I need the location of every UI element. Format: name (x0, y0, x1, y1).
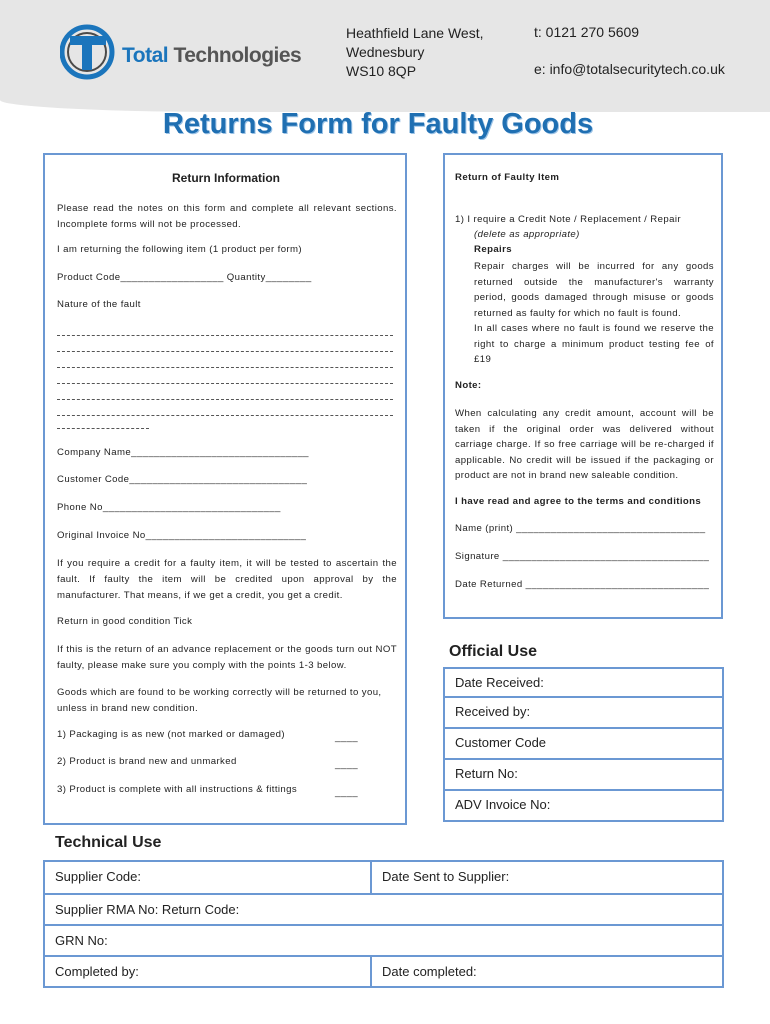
customer-code-field[interactable]: Customer Code_______________________________ (57, 474, 308, 485)
page-title: Returns Form for Faulty Goods (162, 108, 594, 140)
credit-option-text[interactable]: 1) I require a Credit Note / Replacement / Repair (455, 214, 681, 225)
point-3-tick[interactable]: ____ (335, 787, 358, 798)
grn-no-field[interactable]: GRN No: (55, 933, 108, 948)
logo-mark-icon (60, 24, 116, 80)
address-line-3: WS10 8QP (346, 63, 417, 79)
tech-row (45, 862, 722, 893)
point-2-tick[interactable]: ____ (335, 759, 358, 770)
point-3-text: 3) Product is complete with all instructions & fittings (57, 784, 298, 795)
tech-row (45, 955, 722, 986)
company-name-field[interactable]: Company Name_______________________________ (57, 447, 309, 458)
date-received-field[interactable]: Date Received: (443, 667, 724, 698)
point-1-tick[interactable]: ____ (335, 732, 358, 743)
company-logo (60, 24, 320, 80)
no-fault-fee-text: In all cases where no fault is found we reserve the right to charge a minimum product testing fee of £19 (474, 323, 714, 365)
official-use-table (443, 667, 724, 822)
nature-of-fault-label: Nature of the fault (57, 299, 141, 310)
received-by-field[interactable]: Received by: (443, 698, 724, 729)
return-faulty-item-heading: Return of Faulty Item (455, 172, 560, 183)
point-2-text: 2) Product is brand new and unmarked (57, 756, 237, 767)
repairs-text: Repair charges will be incurred for any goods returned outside the manufacturer's warranty period, goods damaged through misuse or goods returned as faulty for which no fault is found. (474, 261, 714, 319)
advance-replacement-text: If this is the return of an advance replacement or the goods turn out NOT faulty, please make sure you comply with the points 1-3 below. (57, 644, 397, 671)
completed-by-field[interactable]: Completed by: (55, 964, 139, 979)
name-print-field[interactable]: Name (print) _________________________________ (455, 523, 706, 534)
company-address (346, 24, 484, 81)
address-line-1: Heathfield Lane West, (346, 25, 484, 41)
credit-note-text: If you require a credit for a faulty item, it will be tested to ascertain the fault. If faulty the item will be credited upon approval by the manufacturer. That means, if we get a credit, you get a credit. (57, 558, 397, 601)
delete-as-appropriate: (delete as appropriate) (474, 229, 580, 240)
fault-line[interactable] (57, 399, 393, 400)
fault-line[interactable] (57, 367, 393, 368)
signature-field[interactable]: Signature ____________________________________ (455, 551, 710, 562)
return-no-field[interactable]: Return No: (443, 760, 724, 791)
tech-row (45, 893, 722, 924)
adv-invoice-no-field[interactable]: ADV Invoice No: (443, 791, 724, 822)
official-use-title: Official Use (449, 643, 538, 660)
customer-code-official-field[interactable]: Customer Code (443, 729, 724, 760)
email-address[interactable]: e: info@totalsecuritytech.co.uk (534, 61, 725, 77)
return-faulty-item-box (443, 153, 723, 619)
logo-text (122, 44, 301, 68)
return-information-box (43, 153, 407, 825)
technical-use-title: Technical Use (55, 834, 162, 851)
date-sent-to-supplier-field[interactable]: Date Sent to Supplier: (370, 862, 722, 893)
fault-line[interactable] (57, 428, 149, 429)
fault-line[interactable] (57, 415, 393, 416)
note-text: When calculating any credit amount, account will be taken if the original order was delivered without carriage charge. If so free carriage will be re-charged if applicable. No credit will be issued if the packaging or product are not in brand new saleable condition. (455, 408, 714, 481)
fault-line[interactable] (57, 335, 393, 336)
tech-row (45, 924, 722, 955)
date-completed-field[interactable]: Date completed: (370, 957, 722, 986)
logo-text-technologies: Technologies (168, 44, 302, 67)
fault-line[interactable] (57, 383, 393, 384)
logo-text-total: Total (122, 44, 169, 67)
repairs-heading: Repairs (474, 244, 512, 255)
technical-use-table (43, 860, 724, 988)
note-heading: Note: (455, 380, 482, 391)
phone-number-field[interactable]: Phone No_______________________________ (57, 502, 281, 513)
returning-text: I am returning the following item (1 product per form) (57, 244, 303, 255)
return-information-heading: Return Information (172, 171, 280, 185)
address-line-2: Wednesbury (346, 44, 425, 60)
supplier-code-field[interactable]: Supplier Code: (55, 869, 141, 884)
working-goods-text: Goods which are found to be working correctly will be returned to you, unless in brand new condition. (57, 687, 382, 714)
supplier-rma-field[interactable]: Supplier RMA No: Return Code: (55, 902, 240, 917)
phone-number: t: 0121 270 5609 (534, 24, 640, 40)
date-returned-field[interactable]: Date Returned ________________________________ (455, 579, 710, 590)
fault-line[interactable] (57, 351, 393, 352)
good-condition-label: Return in good condition Tick (57, 616, 193, 627)
intro-text: Please read the notes on this form and complete all relevant sections. Incomplete forms will not be processed. (57, 203, 397, 230)
point-1-text: 1) Packaging is as new (not marked or damaged) (57, 729, 285, 740)
product-code-field[interactable]: Product Code__________________ Quantity________ (57, 272, 312, 283)
agree-terms-text: I have read and agree to the terms and conditions (455, 496, 702, 507)
original-invoice-field[interactable]: Original Invoice No____________________________ (57, 530, 307, 541)
